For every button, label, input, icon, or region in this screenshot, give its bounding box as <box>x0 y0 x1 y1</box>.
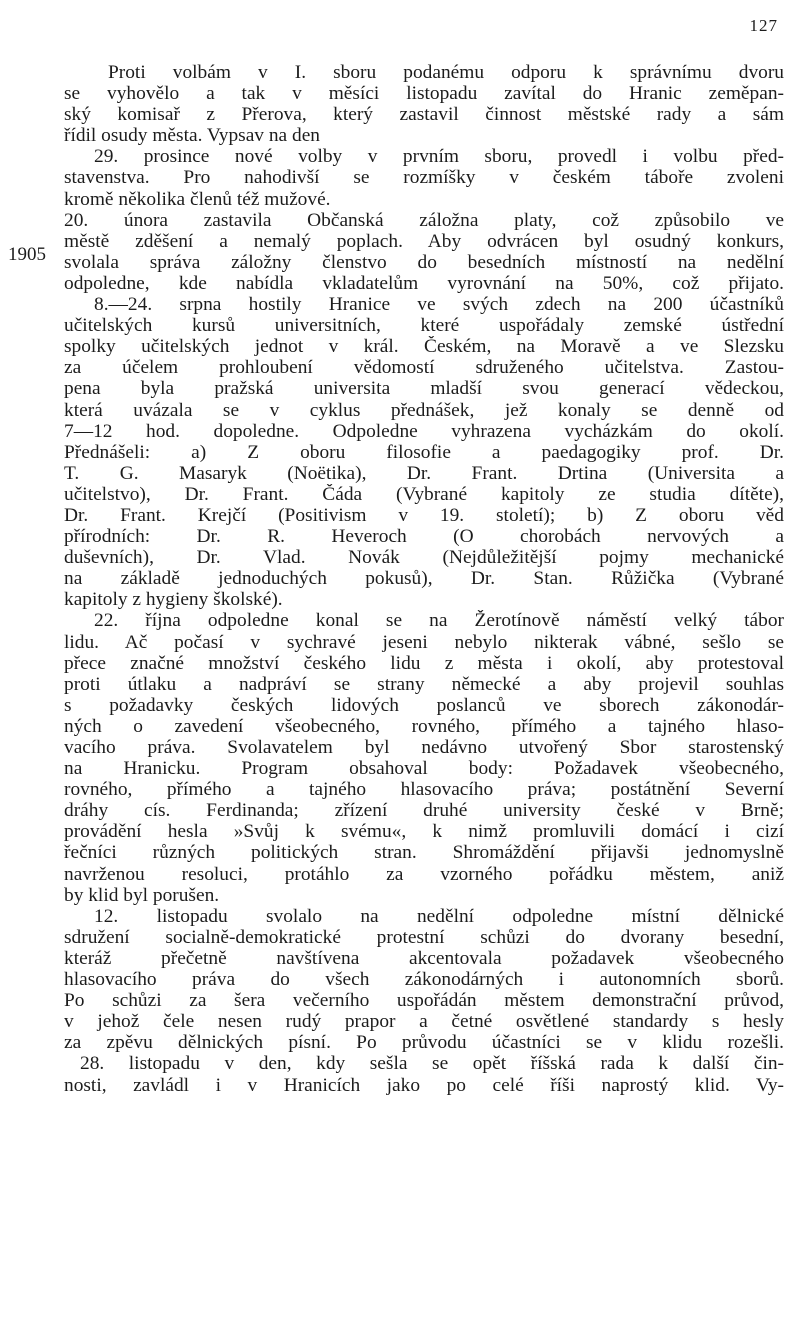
text-line: na Hranicku. Program obsahoval body: Požadavek všeobecného, <box>64 758 784 780</box>
text-line: 22. října odpoledne konal se na Žerotínově náměstí velký tábor <box>94 610 784 632</box>
text-line: spolky učitelských jednot v král. Českém, na Moravě a ve Slezsku <box>64 336 784 358</box>
text-line: která uvázala se v cyklus přednášek, jež konaly se denně od <box>64 399 784 421</box>
text-line: lidu. Ač počasí v sychravé jeseni nebylo nikterak vábné, sešlo se <box>64 631 784 653</box>
text-line: 7—12 hod. dopoledne. Odpoledne vyhrazena vycházkám do okolí. <box>64 420 784 442</box>
text-line: rovného, přímého a tajného hlasovacího práva; postátnění Severní <box>64 779 784 801</box>
text-line: Dr. Frant. Krejčí (Positivism v 19. století); b) Z oboru věd <box>64 504 784 526</box>
text-line: ský komisař z Přerova, který zastavil činnost městské rady a sám <box>64 104 784 126</box>
text-line: pena byla pražská universita mladší svou generací vědeckou, <box>64 378 784 400</box>
text-line: duševních), Dr. Vlad. Novák (Nejdůležitější pojmy mechanické <box>64 547 784 569</box>
text-line: přírodních: Dr. R. Heveroch (O chorobách nervových a <box>64 526 784 548</box>
text-line: proti útlaku a nadpráví se strany německé a aby projevil souhlas <box>64 673 784 695</box>
text-line: 12. listopadu svolalo na nedělní odpoledne místní dělnické <box>94 905 784 927</box>
text-line: 20. února zastavila Občanská záložna platy, což způsobilo ve <box>64 209 784 231</box>
text-line: na základě jednoduchých pokusů), Dr. Stan. Růžička (Vybrané <box>64 568 784 590</box>
text-line: provádění hesla »Svůj k svému«, k nimž promluvili domácí i cizí <box>64 821 784 843</box>
text-line: učitelstvo), Dr. Frant. Čáda (Vybrané kapitoly ze studia dítěte), <box>64 483 784 505</box>
margin-year-note: 1905 <box>8 244 46 265</box>
text-line: řečníci různých politických stran. Shromáždění přijavši jednomyslně <box>64 842 784 864</box>
text-line: Proti volbám v I. sboru podanému odporu k správnímu dvoru <box>108 62 784 83</box>
body-text <box>64 62 784 1096</box>
page-number: 127 <box>749 16 778 35</box>
text-line: učitelských kursů universitních, které uspořádaly zemské ústřední <box>64 315 784 337</box>
text-line: v jehož čele nesen rudý prapor a četné osvětlené standardy s hesly <box>64 1011 784 1033</box>
text-line: hlasovacího práva do všech zákonodárných i autonomních sborů. <box>64 969 784 991</box>
text-line: 28. listopadu v den, kdy sešla se opět říšská rada k další čin- <box>80 1053 784 1075</box>
text-line: vacího práva. Svolavatelem byl nedávno utvořený Sbor starostenský <box>64 737 784 758</box>
text-line: 8.—24. srpna hostily Hranice ve svých zdech na 200 účastníků <box>94 294 784 316</box>
text-line: kapitoly z hygieny školské). <box>64 589 283 611</box>
text-line: za zpěvu dělnických písní. Po průvodu účastníci se v klidu rozešli. <box>64 1032 784 1054</box>
text-line: Po schůzi za šera večerního uspořádán městem demonstrační průvod, <box>64 990 784 1012</box>
text-line: se vyhovělo a tak v měsíci listopadu zavítal do Hranic zeměpan- <box>64 83 784 105</box>
text-line: za účelem prohloubení vědomostí sdruženého učitelstva. Zastou- <box>64 357 784 379</box>
text-line: odpoledne, kde nabídla vkladatelům vyrovnání na 50%, což přijato. <box>64 272 784 294</box>
text-line: 29. prosince nové volby v prvním sboru, provedl i volbu před- <box>94 146 784 168</box>
text-line: sdružení socialně-demokratické protestní schůzi do dvorany besední, <box>64 926 784 948</box>
text-line: řídil osudy města. Vypsav na den <box>64 125 320 147</box>
text-line: s požadavky českých lidových poslanců ve sborech zákonodár- <box>64 694 784 716</box>
text-line: navrženou resoluci, protáhlo za vzorného pořádku městem, aniž <box>64 863 784 885</box>
text-line: by klid byl porušen. <box>64 884 220 906</box>
text-line: dráhy cís. Ferdinanda; zřízení druhé university české v Brně; <box>64 800 784 822</box>
text-line: městě zděšení a nemalý poplach. Aby odvrácen byl osudný konkurs, <box>64 230 784 252</box>
text-line: ných o zavedení všeobecného, rovného, přímého a tajného hlaso- <box>64 715 784 737</box>
text-line: svolala správa záložny členstvo do besedních místností na nedělní <box>64 251 784 273</box>
text-line: kteráž přečetně navštívena akcentovala požadavek všeobecného <box>64 947 784 969</box>
text-line: kromě několika členů též mužové. <box>64 188 331 210</box>
text-line: nosti, zavládl i v Hranicích jako po celé říši naprostý klid. Vy- <box>64 1074 784 1096</box>
text-line: přece značné množství českého lidu z města i okolí, aby protestoval <box>64 652 784 674</box>
text-line: stavenstva. Pro nahodivší se rozmíšky v českém táboře zvoleni <box>64 167 784 189</box>
text-line: T. G. Masaryk (Noëtika), Dr. Frant. Drtina (Universita a <box>64 462 784 484</box>
text-line: Přednášeli: a) Z oboru filosofie a paedagogiky prof. Dr. <box>64 441 784 463</box>
